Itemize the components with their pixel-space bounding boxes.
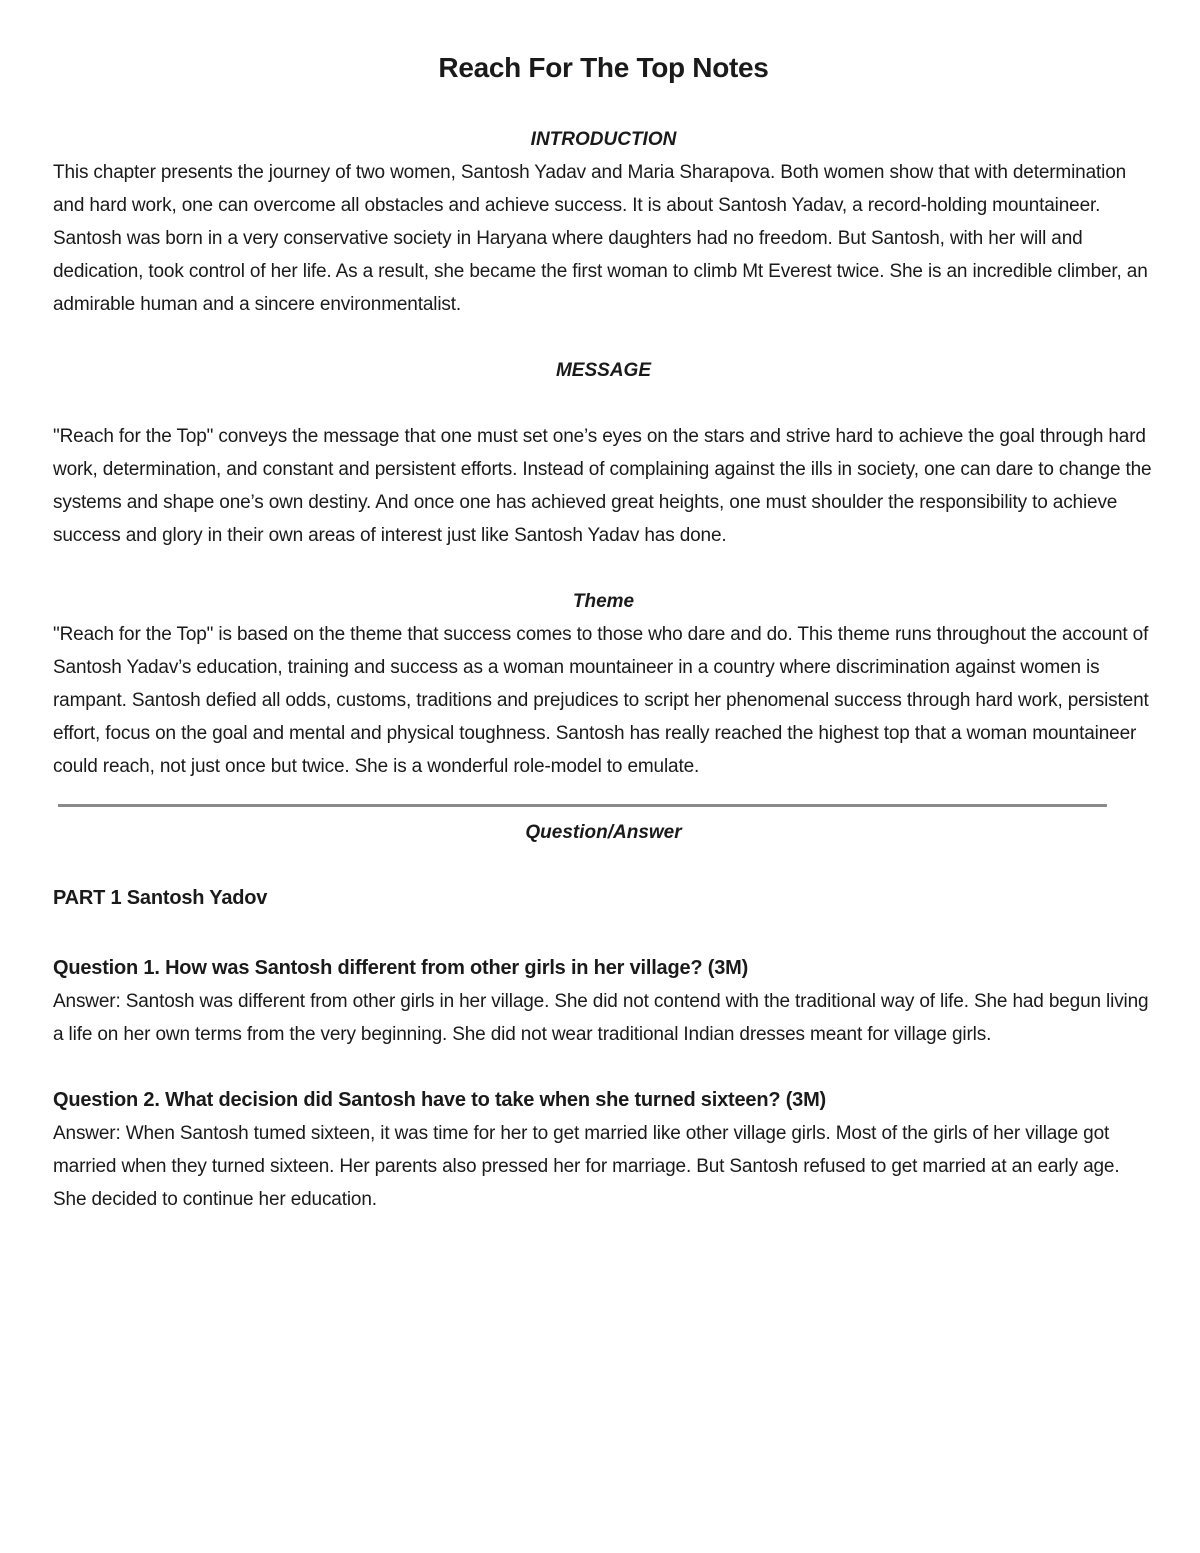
qa-section — [53, 807, 1154, 1216]
spacer — [53, 849, 1154, 882]
message-section — [53, 354, 1154, 552]
spacer — [53, 552, 1154, 585]
theme-section — [53, 585, 1154, 783]
qa-heading: Question/Answer — [525, 822, 682, 843]
answer-2: Answer: When Santosh tumed sixteen, it was time for her to get married like other village girls. Most of the girls of her village got married when they turned sixteen. Her parents also pressed her for marriage. But Santosh refused to get married at an early age. She decided to continue her education. — [53, 1123, 1120, 1210]
spacer — [53, 387, 1154, 420]
message-heading: MESSAGE — [555, 360, 652, 381]
question-1: Question 1. How was Santosh different from other girls in her village? (3M) — [53, 957, 749, 979]
answer-1: Answer: Santosh was different from other girls in her village. She did not contend with the traditional way of life. She had begun living a life on her own terms from the very beginning. She did not wear traditional Indian dresses meant for village girls. — [53, 991, 1149, 1045]
spacer — [53, 1051, 1154, 1084]
document-title: Reach For The Top Notes — [438, 52, 769, 83]
spacer — [53, 321, 1154, 354]
spacer — [53, 90, 1154, 123]
message-paragraph: "Reach for the Top" conveys the message that one must set one’s eyes on the stars and strive hard to achieve the goal through hard work, determination, and constant and persistent efforts. Instead of complaining against the ills in society, one can dare to change the systems and shape one’s own destiny. And once one has achieved great heights, one must shoulder the responsibility to achieve success and glory in their own areas of interest just like Santosh Yadav has done. — [53, 426, 1152, 546]
theme-heading: Theme — [572, 591, 635, 612]
spacer — [53, 807, 1154, 816]
introduction-section — [53, 123, 1154, 321]
theme-paragraph: "Reach for the Top" is based on the theme that success comes to those who dare and do. This theme runs throughout the account of Santosh Yadav’s education, training and success as a woman mountaineer in a country where discrimination against women is rampant. Santosh defied all odds, customs, traditions and prejudices to script her phenomenal success through hard work, persistent effort, focus on the goal and mental and physical toughness. Santosh has really reached the highest top that a woman mountaineer could reach, not just once but twice. She is a wonderful role-model to emulate. — [53, 624, 1149, 777]
part-title: PART 1 Santosh Yadov — [53, 887, 268, 909]
question-block-1 — [53, 952, 1154, 1051]
introduction-paragraph: This chapter presents the journey of two women, Santosh Yadav and Maria Sharapova. Both women show that with determination and hard work, one can overcome all obstacles and achieve success. It is about Santosh Yadav, a record-holding mountaineer. Santosh was born in a very conservative society in Haryana where daughters had no freedom. But Santosh, with her will and dedication, took control of her life. As a result, she became the first woman to climb Mt Everest twice. She is an incredible climber, an admirable human and a sincere environmentalist. — [53, 162, 1148, 315]
question-2: Question 2. What decision did Santosh have to take when she turned sixteen? (3M) — [53, 1089, 827, 1111]
introduction-heading: INTRODUCTION — [530, 129, 677, 150]
question-block-2 — [53, 1084, 1154, 1216]
spacer — [53, 915, 1154, 952]
